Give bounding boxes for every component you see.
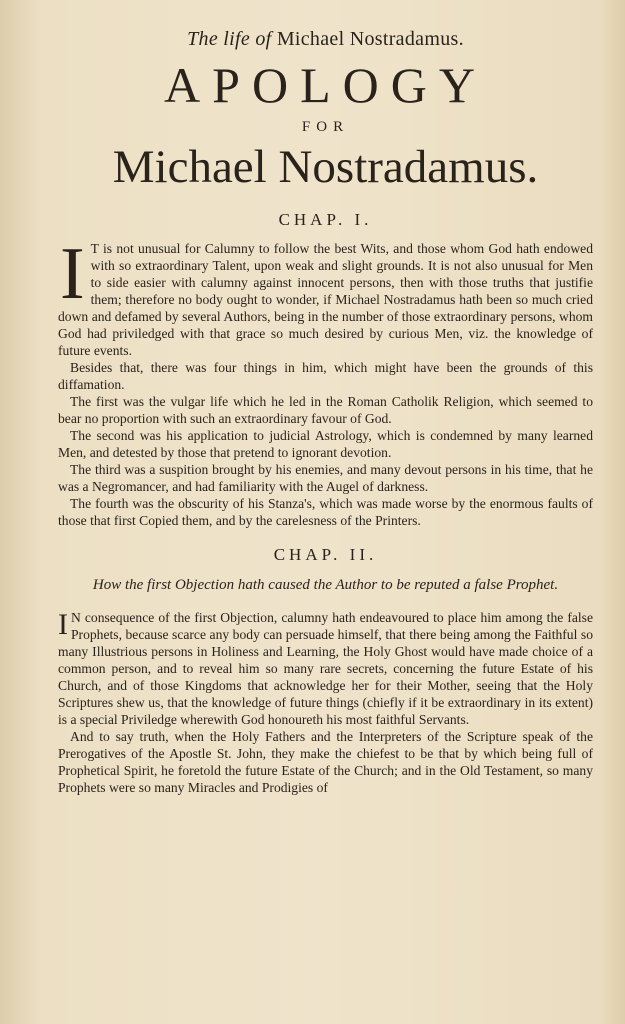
title-name: Michael Nostradamus. [112,141,539,193]
paragraph: I N consequence of the first Objection, calumny hath endeavoured to place him among the false Prophets, because scarce any body can persuade himself, that there being among the Faithful so many Illustrious persons in Holiness and Learning, the Holy Ghost would have made choice of a common person, and to reveal him so many rare secrets, concerning the future Estate of his Church, and of those Kingdoms that acknowledge her for their Mother, seeing that the Holy Scriptures shew us, that the knowledge of future things (chiefly if it be extraordinary in its extent) is a special Priviledge wherewith God honoureth his most faithful Servants. [58,608,593,727]
running-head [58,28,593,51]
paragraph: I T is not unusual for Calumny to follow the best Wits, and those whom God hath endowed with so extraordinary Talent, upon weak and slight grounds. It is not also unusual for Men to side easier with calumny against innocent persons, then with those truths that justifie them; therefore no body ought to wonder, if Michael Nostradamus hath been so much cried down and defamed by several Authors, being in the number of those extraordinary persons, whom God had priviledged with that grace so much desired by curious Men, viz. the knowledge of future events. [58,233,593,358]
drop-cap: I [60,233,85,315]
title-for: FOR [301,119,350,135]
drop-cap: I [58,608,68,641]
chapter-2-subtitle: How the first Objection hath caused the Author to be reputed a false Prophet. [92,577,559,593]
paragraph: And to say truth, when the Holy Fathers and the Interpreters of the Scripture speak of the Prerogatives of the Apostle St. John, they make the chiefest to be that by which being full of Prophetical Spirit, he foretold the future Estate of the Church; and in the Old Testament, so many Prophets were so many Miracles and Prodigies of [58,729,593,795]
paragraph: Besides that, there was four things in him, which might have been the grounds of this diffamation. [58,360,593,392]
chapter-1-text [58,233,593,529]
paragraph: The fourth was the obscurity of his Stanza's, which was made worse by the enormous faults of those that first Copied them, and by the carelesness of the Printers. [58,496,593,528]
chapter-2-text [58,609,593,796]
paragraph: The second was his application to judicial Astrology, which is condemned by many learned Men, and detested by those that pretend to ignorant devotion. [58,428,593,460]
chapter-2-heading: CHAP. II. [273,545,378,564]
paragraph: The third was a suspition brought by his enemies, and many devout persons in his time, that he was a Negromancer, and had familiarity with the Augel of darkness. [58,462,593,494]
running-head-italic: The life of [187,28,272,50]
running-head-roman: Michael Nostradamus. [276,28,464,50]
title-apology: APOLOGY [164,57,487,113]
chapter-1-heading: CHAP. I. [278,210,373,229]
paragraph: The first was the vulgar life which he led in the Roman Catholik Religion, which seemed to bear no proportion with such an extraordinary favour of God. [58,394,593,426]
